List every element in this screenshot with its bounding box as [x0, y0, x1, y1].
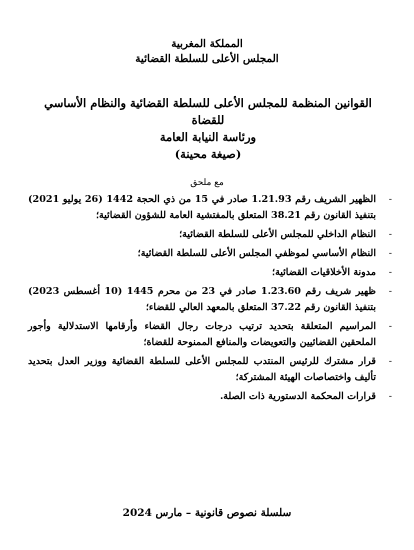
- list-marker: -: [388, 194, 392, 205]
- list-item: [28, 265, 392, 281]
- list-item-text: مدونة الأخلاقيات القضائية؛: [272, 267, 376, 278]
- header-country: المملكة المغربية: [171, 38, 243, 50]
- list-marker: -: [388, 356, 392, 367]
- header-institution: المجلس الأعلى للسلطة القضائية: [135, 53, 279, 65]
- list-marker: -: [388, 286, 392, 297]
- list-item-text: النظام الأساسي لموظفي المجلس الأعلى للسلطة القضائية؛: [137, 248, 376, 259]
- list-marker: -: [388, 229, 392, 240]
- list-item-text: قرار مشترك للرئيس المنتدب للمجلس الأعلى للسلطة القضائية ووزير العدل بتحديد تأليف واختصاصات الهيئة المشتركة؛: [28, 356, 376, 383]
- document-footer: سلسلة نصوص قانونية – مارس 2024: [122, 507, 292, 519]
- list-marker: -: [388, 321, 392, 332]
- title-line-3: (صيغة محينة): [174, 147, 242, 161]
- list-item: [28, 246, 392, 262]
- list-marker: -: [388, 391, 392, 402]
- document-title: [30, 95, 386, 163]
- list-item-text: ظهير شريف رقم 1.23.60 صادر في 23 من محرم 1445 (10 أغسطس 2023) بتنفيذ القانون رقم 37.22 المتعلق بالمعهد العالي للقضاء؛: [28, 286, 377, 313]
- list-item: [28, 354, 392, 386]
- list-item-text: قرارات المحكمة الدستورية ذات الصلة.: [219, 391, 376, 402]
- document-header: [0, 37, 414, 67]
- list-marker: -: [388, 248, 392, 259]
- list-item: [28, 389, 392, 405]
- list-marker: -: [388, 267, 392, 278]
- annex-label: مع ملحق: [190, 178, 224, 188]
- title-line-2: ورئاسة النيابة العامة: [159, 130, 257, 144]
- annex-list: [28, 192, 392, 408]
- list-item: [28, 227, 392, 243]
- list-item: [28, 319, 392, 351]
- list-item: [28, 192, 392, 224]
- list-item-text: المراسيم المتعلقة بتحديد ترتيب درجات رجال القضاء وأرقامها الاستدلالية وأجور الملحقين القضائيين والتعويضات والمنافع الممنوحة للقضاة؛: [28, 321, 376, 348]
- list-item: [28, 284, 392, 316]
- list-item-text: النظام الداخلي للمجلس الأعلى للسلطة القضائية؛: [179, 229, 376, 240]
- list-item-text: الظهير الشريف رقم 1.21.93 صادر في 15 من ذي الحجة 1442 (26 يوليو 2021) بتنفيذ القانون رقم 38.21 المتعلق بالمفتشية العامة للشؤون القضائية؛: [28, 194, 376, 221]
- title-line-1: القوانين المنظمة للمجلس الأعلى للسلطة القضائية والنظام الأساسي للقضاة: [44, 96, 372, 127]
